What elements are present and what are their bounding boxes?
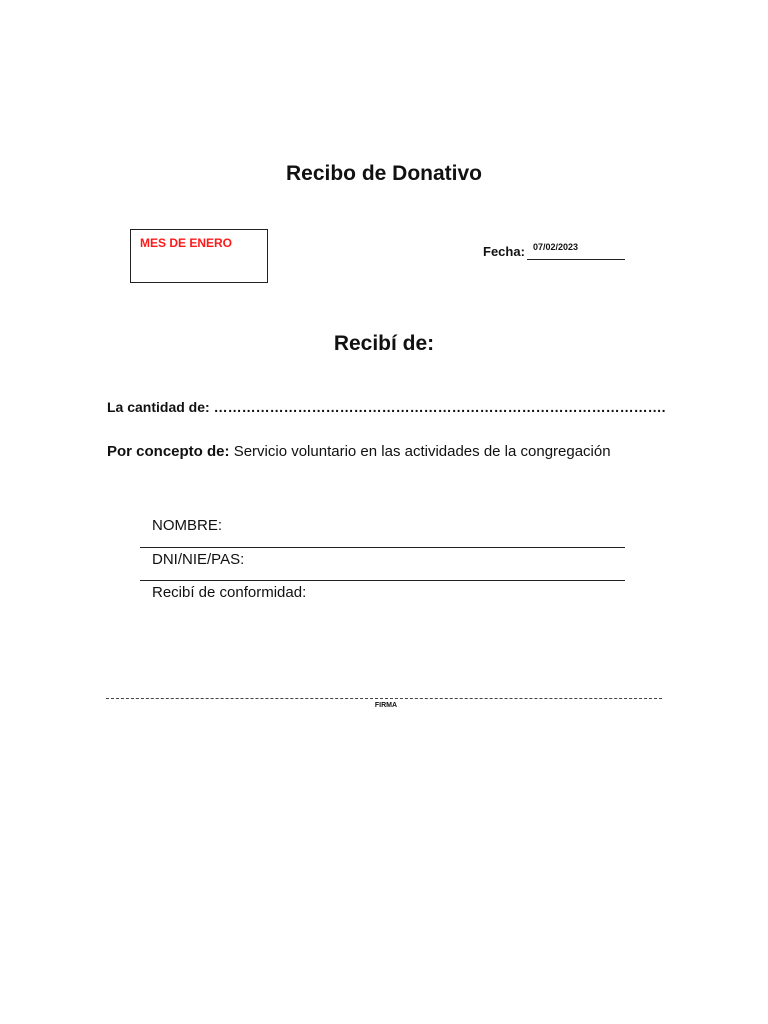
received-from-heading: Recibí de: — [333, 332, 435, 355]
concept-value: Servicio voluntario en las actividades de la congregación — [233, 443, 611, 460]
id-rule — [140, 580, 625, 581]
concept-row — [107, 443, 611, 460]
id-label: DNI/NIE/PAS: — [152, 551, 245, 568]
conformity-label: Recibí de conformidad: — [152, 584, 307, 601]
document-title: Recibo de Donativo — [285, 162, 483, 185]
name-rule — [140, 547, 625, 548]
amount-label: La cantidad de: — [107, 399, 210, 415]
amount-row — [107, 399, 665, 415]
signature-line — [106, 698, 662, 699]
amount-dots: ……………………………………………………………………………………. — [213, 399, 666, 415]
date-underline — [527, 259, 625, 260]
date-value: 07/02/2023 — [533, 242, 579, 252]
concept-label: Por concepto de: — [107, 443, 230, 460]
date-label: Fecha: — [483, 244, 525, 259]
month-badge-box — [130, 229, 268, 283]
month-badge-text: MES DE ENERO — [140, 236, 233, 250]
name-label: NOMBRE: — [152, 517, 223, 534]
signature-label: FIRMA — [374, 702, 398, 709]
